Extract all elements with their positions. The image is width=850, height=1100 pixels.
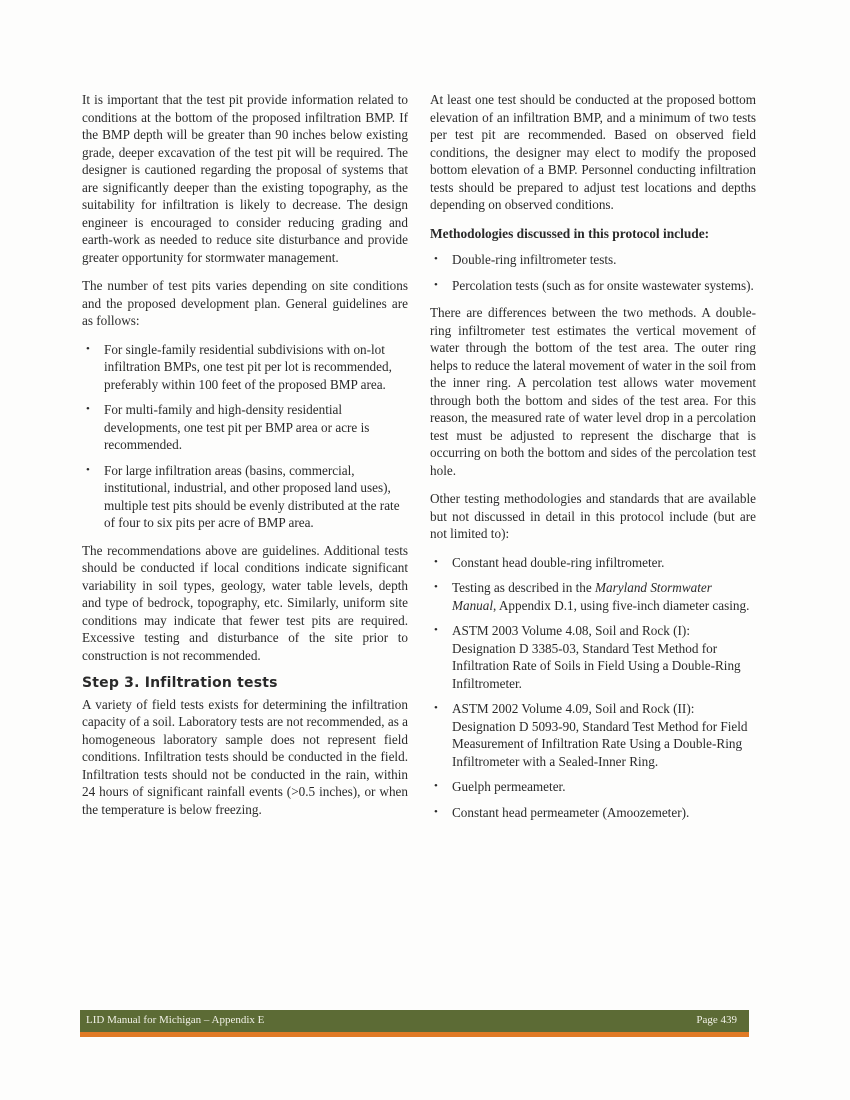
list-item: [430, 579, 756, 614]
list-item: • Constant head permeameter (Amoozemeter).: [430, 804, 756, 822]
paragraph: Other testing methodologies and standards that are available but not discussed in detail in this protocol include (but are not limited to):: [430, 491, 756, 541]
left-column: [82, 91, 408, 829]
text: , Appendix D.1, using five-inch diameter casing.: [493, 597, 750, 613]
methods-list: [430, 251, 756, 294]
list-item: • Guelph permeameter.: [430, 778, 756, 796]
list-item: • For large infiltration areas (basins, commercial, institutional, industrial, and other proposed land uses), multiple test pits should be evenly distributed at the rate of four to six pits per acre of BMP area.: [82, 462, 408, 532]
list-item: • Double-ring infiltrometer tests.: [430, 251, 756, 269]
list-item: • ASTM 2003 Volume 4.08, Soil and Rock (I): Designation D 3385-03, Standard Test Method for Infiltration Rate of Soils in Field Using a Double-Ring Infiltrometer.: [430, 622, 756, 692]
section-heading: Step 3. Infiltration tests: [82, 675, 278, 691]
text: Testing as described in the: [452, 580, 596, 595]
paragraph: There are differences between the two methods. A double-ring infiltrometer test estimates the vertical movement of water through the bottom of the test area. The outer ring helps to reduce the lateral movement of water in the soil from the inner ring. A percolation test allows water movement through both the bottom and sides of the test area. For this reason, the measured rate of water level drop in a percolation test must be adjusted to represent the discharge that is occurring on both the bottom and sides of the percolation test hole.: [430, 305, 756, 478]
paragraph: The recommendations above are guidelines. Additional tests should be conducted if local conditions indicate significant variability in soil types, geology, water table levels, depth and type of bedrock, topography, etc. Similarly, uniform site conditions may indicate that fewer test pits are required. Excessive testing and disturbance of the site prior to construction is not recommended.: [82, 542, 408, 663]
subheading: Methodologies discussed in this protocol include:: [430, 225, 710, 241]
list-item: • For single-family residential subdivisions with on-lot infiltration BMPs, one test pit per lot is recommended, preferably within 100 feet of the proposed BMP area.: [82, 341, 408, 394]
page-number: Page 439: [696, 1014, 737, 1026]
page-footer: [80, 1010, 749, 1037]
other-methods-list: [430, 554, 756, 822]
right-column: [430, 91, 756, 831]
footer-title: LID Manual for Michigan – Appendix E: [86, 1014, 265, 1026]
paragraph: A variety of field tests exists for determining the infiltration capacity of a soil. Laboratory tests are not recommended, as a homogeneous laboratory sample does not represent field conditions. Infiltration tests should be conducted in the field. Infiltration tests should not be conducted in the rain, within 24 hours of significant rainfall events (>0.5 inches), or when the temperature is below freezing.: [82, 696, 408, 817]
list-item: • For multi-family and high-density residential developments, one test pit per BMP area or acre is recommended.: [82, 401, 408, 454]
paragraph: It is important that the test pit provide information related to conditions at the bottom of the proposed infiltration BMP. If the BMP depth will be greater than 90 inches below existing grade, deeper excavation of the test pit will be required. The designer is cautioned regarding the proposal of systems that are significantly deeper than the existing topography, as the suitability for infiltration is likely to decrease. The design engineer is encouraged to consider reducing grading and earth-work as needed to reduce site disturbance and provide greater opportunity for stormwater management.: [82, 92, 408, 265]
list-item: • ASTM 2002 Volume 4.09, Soil and Rock (II): Designation D 5093-90, Standard Test Method for Field Measurement of Infiltration Rate Using a Double-Ring Infiltrometer with a Sealed-Inner Ring.: [430, 700, 756, 770]
paragraph: At least one test should be conducted at the proposed bottom elevation of an infiltration BMP, and a minimum of two tests per test pit are recommended. Based on observed field conditions, the designer may elect to modify the proposed bottom elevation of a BMP. Personnel conducting infiltration tests should be prepared to adjust test locations and depths depending on observed conditions.: [430, 92, 756, 212]
paragraph: The number of test pits varies depending on site conditions and the proposed development plan. General guidelines are as follows:: [82, 278, 408, 328]
list-item: • Constant head double-ring infiltrometer.: [430, 554, 756, 572]
guidelines-list: [82, 341, 408, 532]
list-item: • Percolation tests (such as for onsite wastewater systems).: [430, 277, 756, 295]
manual-title: Maryland Stormwater Manual: [452, 580, 712, 613]
